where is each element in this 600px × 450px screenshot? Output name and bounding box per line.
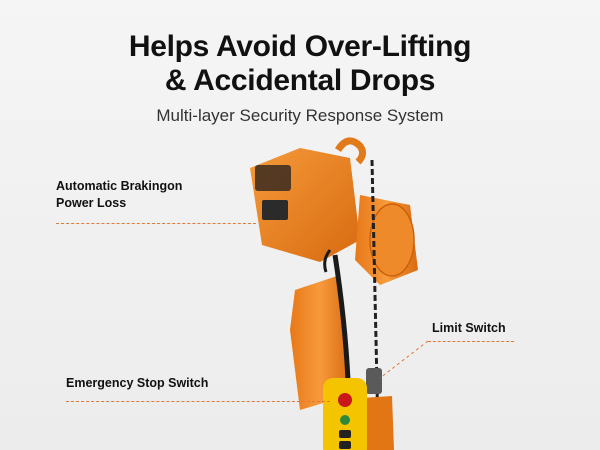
title-line-2: & Accidental Drops [164,64,436,97]
callout-limit-switch-line [428,341,514,342]
callout-braking-line-1: Automatic Brakingon [56,179,183,193]
callout-limit-switch: Limit Switch [432,321,506,335]
callout-emergency-stop-line [66,401,330,402]
title-line-1: Helps Avoid Over-Lifting [128,30,472,63]
callout-emergency-stop: Emergency Stop Switch [66,376,209,390]
page-title [0,30,600,98]
control-pendant [323,378,367,450]
page-subtitle: Multi-layer Security Response System [156,106,444,125]
callout-braking-line-2: Power Loss [56,196,127,210]
callout-braking [56,178,182,212]
callout-braking-line [56,223,256,224]
